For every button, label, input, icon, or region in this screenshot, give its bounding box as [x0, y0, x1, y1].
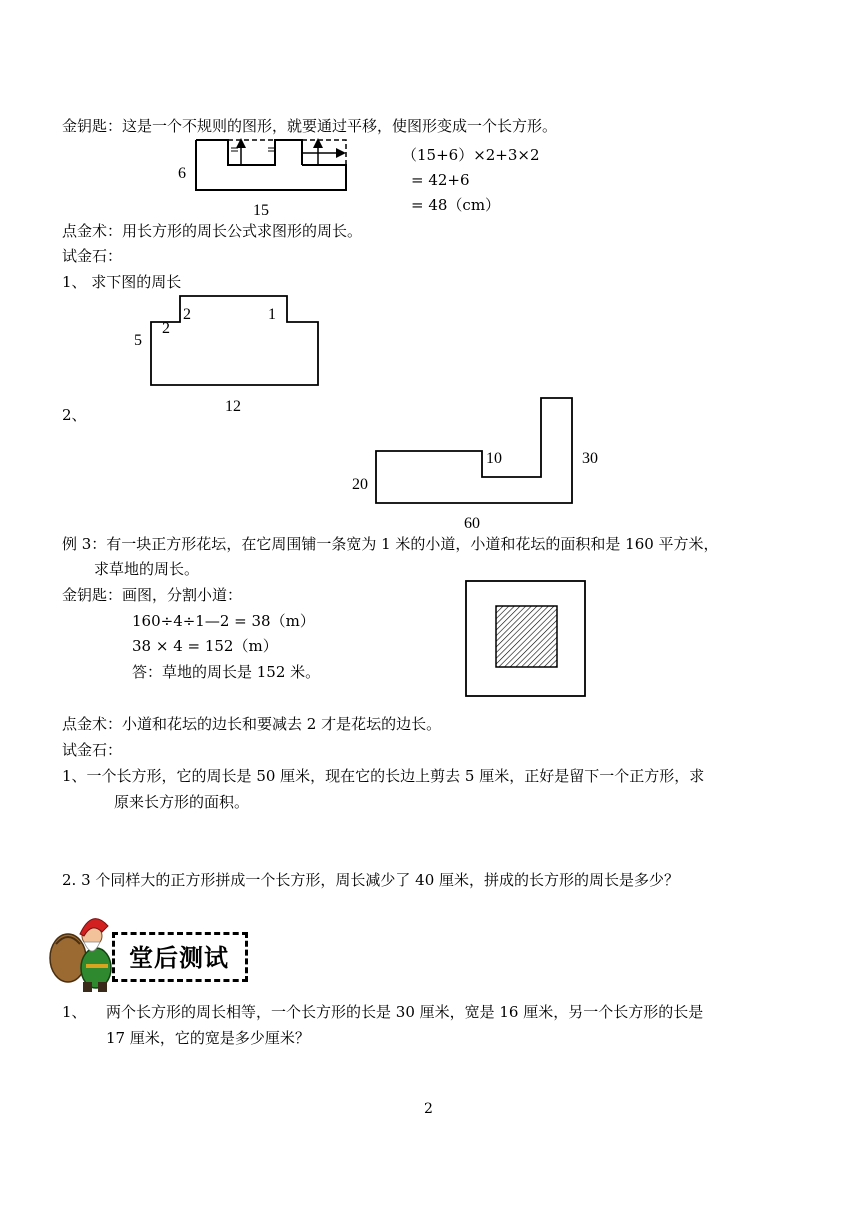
page-number: 2	[424, 1101, 433, 1117]
question-2: 2、	[62, 406, 87, 424]
test-question-1-line-2: 17 厘米，它的宽是多少厘米？	[106, 1029, 310, 1047]
example-3-line-1: 例 3：有一块正方形花坛，在它周围铺一条宽为 1 米的小道，小道和花坛的面积和是 160 平方米，	[62, 535, 719, 553]
example-3-line-2: 求草地的周长。	[94, 560, 200, 578]
calc-line-3: = 48（cm）	[411, 196, 501, 214]
q1-label-b: 2	[183, 306, 191, 323]
calc-line-1: （15+6）×2+3×2	[402, 146, 540, 164]
practice-heading-3: 试金石：	[62, 741, 123, 759]
q1-label-d: 5	[134, 332, 142, 349]
test-title: 堂后测试	[129, 944, 229, 972]
q1-label-e: 12	[225, 398, 241, 415]
calc-line-2: = 42+6	[411, 171, 470, 189]
q2-label-b: 30	[582, 450, 598, 467]
test-question-1-number: 1、	[62, 1003, 87, 1021]
q2-label-c: 20	[352, 476, 368, 493]
ex3-question-2: 2. 3 个同样大的正方形拼成一个长方形，周长减少了 40 厘米，拼成的长方形的周长是多少？	[62, 871, 680, 889]
practice-heading-2: 试金石：	[62, 247, 123, 265]
question-1: 1、 求下图的周长	[62, 273, 182, 291]
q1-label-c: 1	[268, 306, 276, 323]
ex3-question-1-line-2: 原来长方形的面积。	[114, 793, 250, 811]
fig1-width-label: 15	[253, 202, 269, 219]
tip-2: 点金术：用长方形的周长公式求图形的周长。	[62, 222, 363, 240]
key-hint-3: 金钥匙：画图，分割小道：	[62, 586, 243, 604]
ex3-calc-1: 160÷4÷1—2 = 38（m）	[132, 612, 315, 630]
test-question-1-line-1: 两个长方形的周长相等，一个长方形的长是 30 厘米，宽是 16 厘米，另一个长方形的长是	[106, 1003, 704, 1021]
q2-label-d: 60	[464, 515, 480, 532]
ex3-question-1-line-1: 1、一个长方形，它的周长是 50 厘米，现在它的长边上剪去 5 厘米，正好是留下一个正方形，求	[62, 767, 705, 785]
key-hint-2: 金钥匙：这是一个不规则的图形，就要通过平移，使图形变成一个长方形。	[62, 117, 558, 135]
ex3-calc-2: 38 × 4 = 152（m）	[132, 637, 278, 655]
test-title-badge	[112, 932, 248, 982]
fig1-height-label: 6	[178, 165, 186, 182]
q2-label-a: 10	[486, 450, 502, 467]
ex3-answer: 答：草地的周长是 152 米。	[132, 663, 321, 681]
q1-label-a: 2	[162, 320, 170, 337]
tip-3: 点金术：小道和花坛的边长和要减去 2 才是花坛的边长。	[62, 715, 442, 733]
